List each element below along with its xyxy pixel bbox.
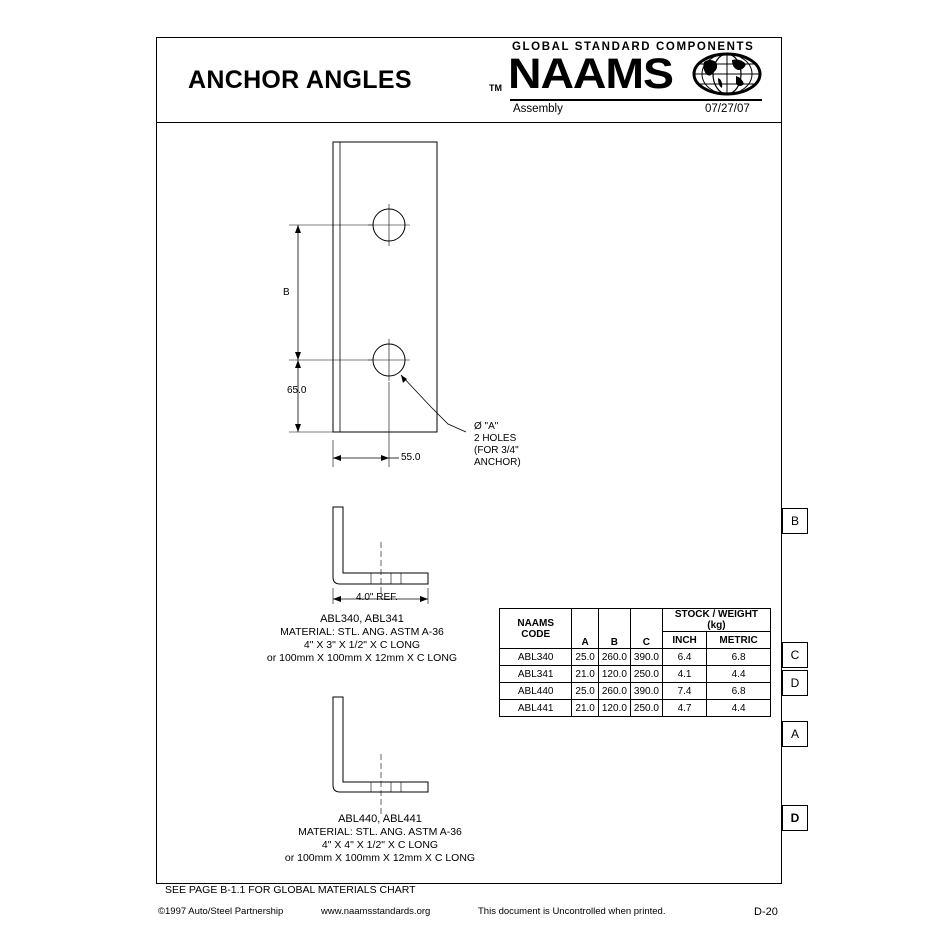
reference-dimension: 4.0" REF. [356,592,398,603]
brand-tagline: GLOBAL STANDARD COMPONENTS [512,41,755,53]
trademark-mark: TM [489,83,502,93]
section-tab-b[interactable]: B [782,508,808,534]
technical-drawing [156,122,782,882]
table-row: ABL340 25.0 260.0 390.0 6.4 6.8 [500,649,771,666]
part-callout-abl340: ABL340, ABL341 MATERIAL: STL. ANG. ASTM A-36 4" X 3" X 1/2" X C LONG or 100mm X 100mm X 12mm X C LONG [266,613,458,664]
dimension-55: 55.0 [401,452,421,463]
table-row: ABL341 21.0 120.0 250.0 4.1 4.4 [500,666,771,683]
dimension-65: 65.0 [287,385,307,396]
col-header-code: NAAMS CODE [500,609,572,649]
website-link[interactable]: www.naamsstandards.org [321,906,431,917]
brand-logo-text: NAAMS [508,50,673,98]
section-tab-c[interactable]: C [782,642,808,668]
col-header-stock: STOCK / WEIGHT (kg) [662,609,770,632]
materials-chart-note: SEE PAGE B-1.1 FOR GLOBAL MATERIALS CHART [165,884,416,896]
page-title: ANCHOR ANGLES [188,66,412,94]
logo-underline [510,99,762,101]
section-tab-d-active[interactable]: D [782,805,808,831]
part-callout-abl440: ABL440, ABL441 MATERIAL: STL. ANG. ASTM A-36 4" X 4" X 1/2" X C LONG or 100mm X 100mm X 12mm X C LONG [284,813,476,864]
col-header-a: A [572,609,598,649]
angle-section-abl340 [333,507,428,584]
page-number: D-20 [754,906,778,918]
hole-note: Ø "A" 2 HOLES (FOR 3/4" ANCHOR) [474,421,521,468]
section-tab-d[interactable]: D [782,670,808,696]
section-tab-a[interactable]: A [782,721,808,747]
angle-section-abl440 [333,697,428,792]
table-row: ABL441 21.0 120.0 250.0 4.7 4.4 [500,700,771,717]
revision-date: 07/27/07 [705,103,750,115]
anchor-plate-front-view [333,142,437,432]
copyright: ©1997 Auto/Steel Partnership [158,906,284,917]
dimension-b: B [283,287,290,298]
col-header-b: B [598,609,630,649]
specification-table [499,608,771,717]
section-label: Assembly [513,103,563,115]
uncontrolled-notice: This document is Uncontrolled when printed. [478,906,666,917]
col-header-inch: INCH [662,632,706,649]
col-header-c: C [630,609,662,649]
globe-icon [692,52,762,96]
col-header-metric: METRIC [707,632,771,649]
table-row: ABL440 25.0 260.0 390.0 7.4 6.8 [500,683,771,700]
